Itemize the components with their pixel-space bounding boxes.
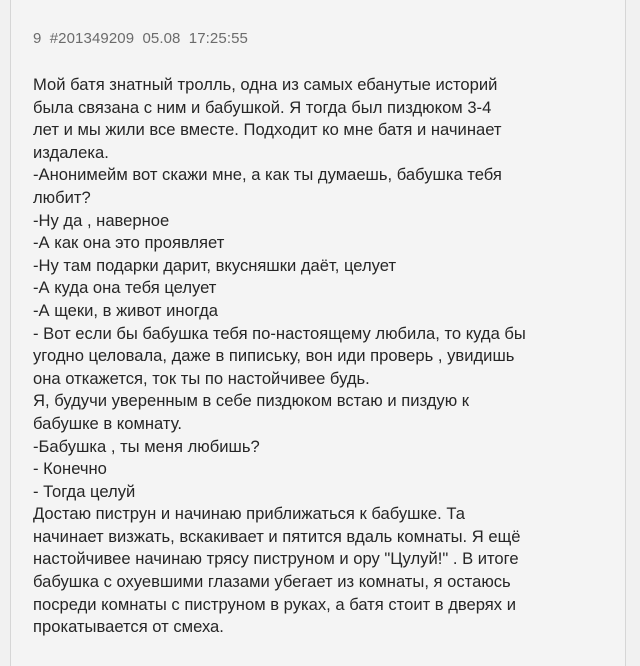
- post-line: издалека.: [33, 142, 109, 162]
- post-line: Мой батя знатный тролль, одна из самых ебанутые историй: [33, 75, 498, 94]
- post-line: прокатывается от смеха.: [33, 617, 224, 637]
- post-line: - Конечно: [33, 459, 107, 479]
- post-line: Достаю пиструн и начинаю приближаться к бабушке. Та: [33, 504, 465, 524]
- post-line: -А щеки, в живот иногда: [33, 300, 219, 320]
- post-line: -Бабушка , ты меня любишь?: [33, 436, 260, 456]
- post-line: -А куда она тебя целует: [33, 278, 217, 298]
- post-line: угодно целовала, даже в пипиську, вон иди проверь , увидишь: [33, 346, 515, 366]
- post-time: 17:25:55: [188, 30, 248, 47]
- post-line: -Анонимейм вот скажи мне, а как ты думаешь, бабушка тебя: [33, 165, 502, 185]
- post-line: Я, будучи уверенным в себе пиздюком встаю и пиздую к: [33, 391, 470, 411]
- post-header: [33, 30, 252, 47]
- post-id-link[interactable]: #201349209: [49, 30, 135, 47]
- post-line: настойчивее начинаю трясу пиструном и ору "Цулуй!" . В итоге: [33, 549, 519, 569]
- post-line: была связана с ним и бабушкой. Я тогда был пиздюком 3-4: [33, 97, 492, 117]
- post-number: 9: [33, 30, 42, 47]
- post-line: -А как она это проявляет: [33, 233, 225, 253]
- post-line: - Вот если бы бабушка тебя по-настоящему любила, то куда бы: [33, 323, 526, 343]
- post-line: бабушке в комнату.: [33, 413, 182, 433]
- post-line: - Тогда целуй: [33, 481, 136, 501]
- post-line: начинает визжать, вскакивает и пятится вдаль комнаты. Я ещё: [33, 526, 521, 546]
- post-card: [10, 0, 626, 666]
- post-line: -Ну там подарки дарит, вкусняшки даёт, целует: [33, 255, 397, 275]
- post-line: лет и мы жили все вместе. Подходит ко мне батя и начинает: [33, 120, 502, 140]
- post-line: -Ну да , наверное: [33, 210, 170, 230]
- post-line: любит?: [33, 187, 91, 207]
- post-line: посреди комнаты с пиструном в руках, а батя стоит в дверях и: [33, 594, 516, 614]
- post-line: она откажется, ток ты по настойчивее будь.: [33, 368, 370, 388]
- post-date: 05.08: [142, 30, 181, 47]
- post-line: бабушка с охуевшими глазами убегает из комнаты, я остаюсь: [33, 572, 511, 592]
- post-body: [33, 74, 623, 639]
